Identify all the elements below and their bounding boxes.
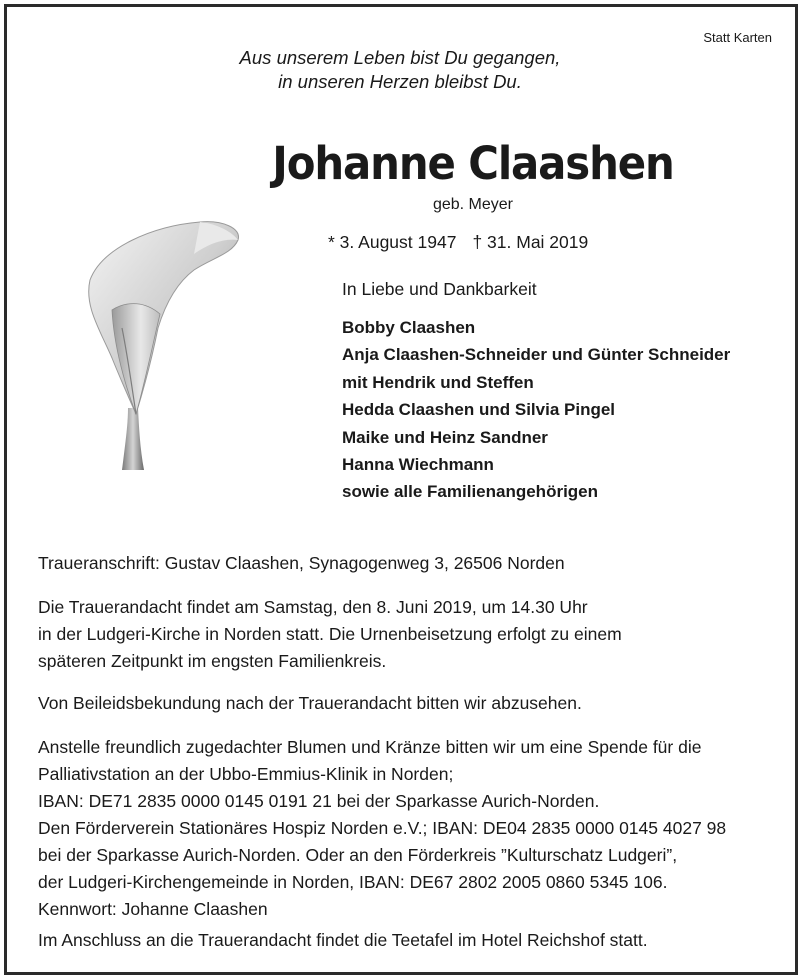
mourners-lead: In Liebe und Dankbarkeit: [342, 279, 537, 299]
mourner-name: Bobby Claashen: [342, 318, 476, 337]
address-line: Traueranschrift: Gustav Claashen, Synagogenweg 3, 26506 Norden: [38, 553, 565, 573]
donation-line: bei der Sparkasse Aurich-Norden. Oder an den Förderkreis ”Kulturschatz Ludgeri”,: [38, 845, 678, 865]
service-paragraph: [38, 594, 768, 675]
tea-paragraph: [38, 927, 768, 954]
donation-paragraph: [38, 734, 768, 923]
birth-date: * 3. August 1947: [328, 232, 457, 252]
calla-lily-icon: [82, 218, 250, 476]
statt-karten-note: Statt Karten: [703, 30, 772, 45]
donation-line: IBAN: DE71 2835 0000 0145 0191 21 bei der Sparkasse Aurich-Norden.: [38, 791, 600, 811]
motto-line: Aus unserem Leben bist Du gegangen,: [239, 47, 561, 68]
tea-line: Im Anschluss an die Trauerandacht findet die Teetafel im Hotel Reichshof statt.: [38, 930, 648, 950]
service-line: späteren Zeitpunkt im engsten Familienkreis.: [38, 651, 387, 671]
birth-name: geb. Meyer: [432, 196, 514, 213]
mourner-name: Anja Claashen-Schneider und Günter Schneider: [342, 345, 731, 365]
mourners-list: [342, 314, 730, 506]
service-line: Die Trauerandacht findet am Samstag, den 8. Juni 2019, um 14.30 Uhr: [38, 597, 588, 617]
motto-line: in unseren Herzen bleibst Du.: [278, 71, 522, 92]
donation-line: Palliativstation an der Ubbo-Emmius-Klinik in Norden;: [38, 764, 454, 784]
donation-line: Kennwort: Johanne Claashen: [38, 899, 268, 919]
mourner-name: Hedda Claashen und Silvia Pingel: [342, 400, 616, 420]
deceased-name: Johanne Claashen: [272, 137, 674, 190]
mourner-name: sowie alle Familienangehörigen: [342, 482, 599, 502]
donation-line: Den Förderverein Stationäres Hospiz Norden e.V.; IBAN: DE04 2835 0000 0145 4027 98: [38, 818, 727, 838]
service-line: in der Ludgeri-Kirche in Norden statt. Die Urnenbeisetzung erfolgt zu einem: [38, 624, 622, 644]
mourning-address: [38, 550, 768, 577]
condolence-line: Von Beileidsbekundung nach der Trauerandacht bitten wir abzusehen.: [38, 693, 582, 713]
donation-line: der Ludgeri-Kirchengemeinde in Norden, IBAN: DE67 2802 2005 0860 5345 106.: [38, 872, 668, 892]
mourner-name: mit Hendrik und Steffen: [342, 372, 534, 392]
mourner-name: Maike und Heinz Sandner: [342, 427, 548, 447]
death-date: † 31. Mai 2019: [472, 232, 589, 252]
mourner-name: Hanna Wiechmann: [342, 455, 494, 475]
motto-verse: [0, 46, 800, 94]
condolence-paragraph: [38, 690, 768, 717]
life-dates: [328, 232, 604, 253]
donation-line: Anstelle freundlich zugedachter Blumen und Kränze bitten wir um eine Spende für die: [38, 737, 702, 757]
